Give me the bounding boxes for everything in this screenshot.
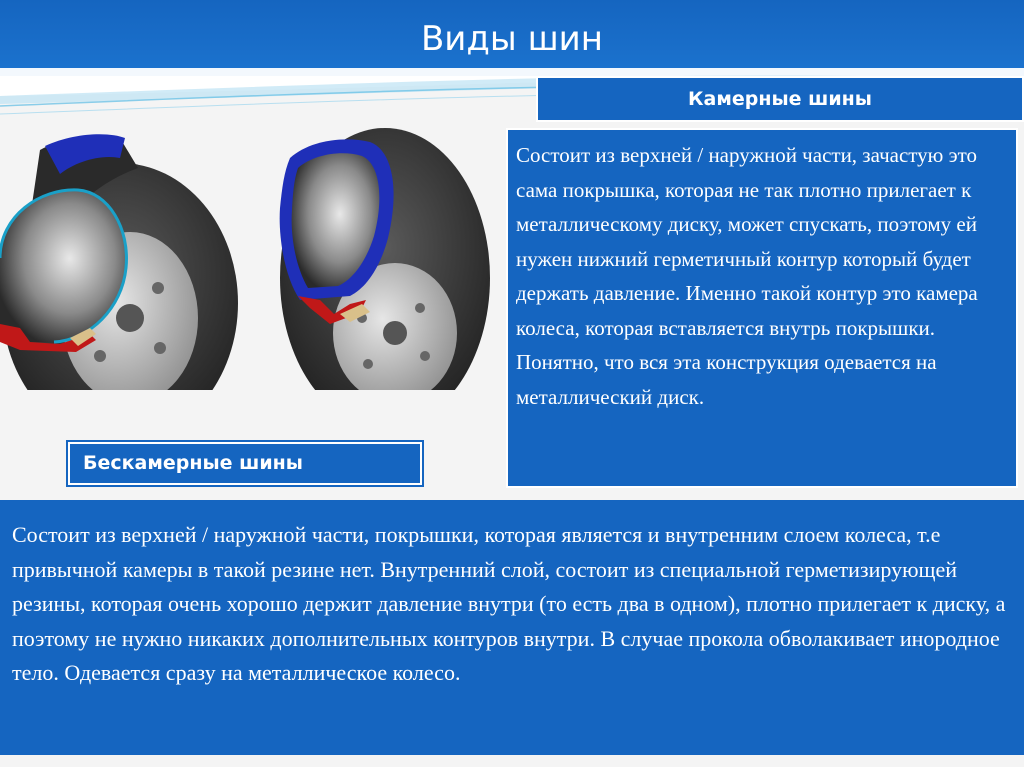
tire-cross-section-illustration (0, 128, 495, 390)
chamber-tires-label: Камерные шины (536, 76, 1024, 122)
tubed-tire-drawing (0, 134, 238, 390)
tubeless-tires-label: Бескамерные шины (66, 440, 424, 487)
chamber-tires-description: Состоит из верхней / наружной части, зачастую это сама покрышка, которая не так плотно прилегает к металлическому диску, может спускать, поэтому ей нужен нижний герметичный контур который будет держать давление. Именно такой контур это камера колеса, которая вставляется внутрь покрышки. Понятно, что вся эта конструкция одевается на металлический диск. (506, 128, 1018, 488)
slide-title: Виды шин (420, 19, 604, 59)
tubeless-tires-description: Состоит из верхней / наружной части, покрышки, которая является и внутренним слоем колеса, т.е привычной камеры в такой резине нет. Внутренний слой, состоит из специальной герметизирующей резины, которая очень хорошо держит давление внутри (то есть два в одном), плотно прилегает к диску, а поэтому не нужно никаких дополнительных контуров внутри. В случае прокола обволакивает инородное тело. Одевается сразу на металлическое колесо. (0, 500, 1024, 755)
tubeless-tire-drawing (280, 128, 490, 390)
